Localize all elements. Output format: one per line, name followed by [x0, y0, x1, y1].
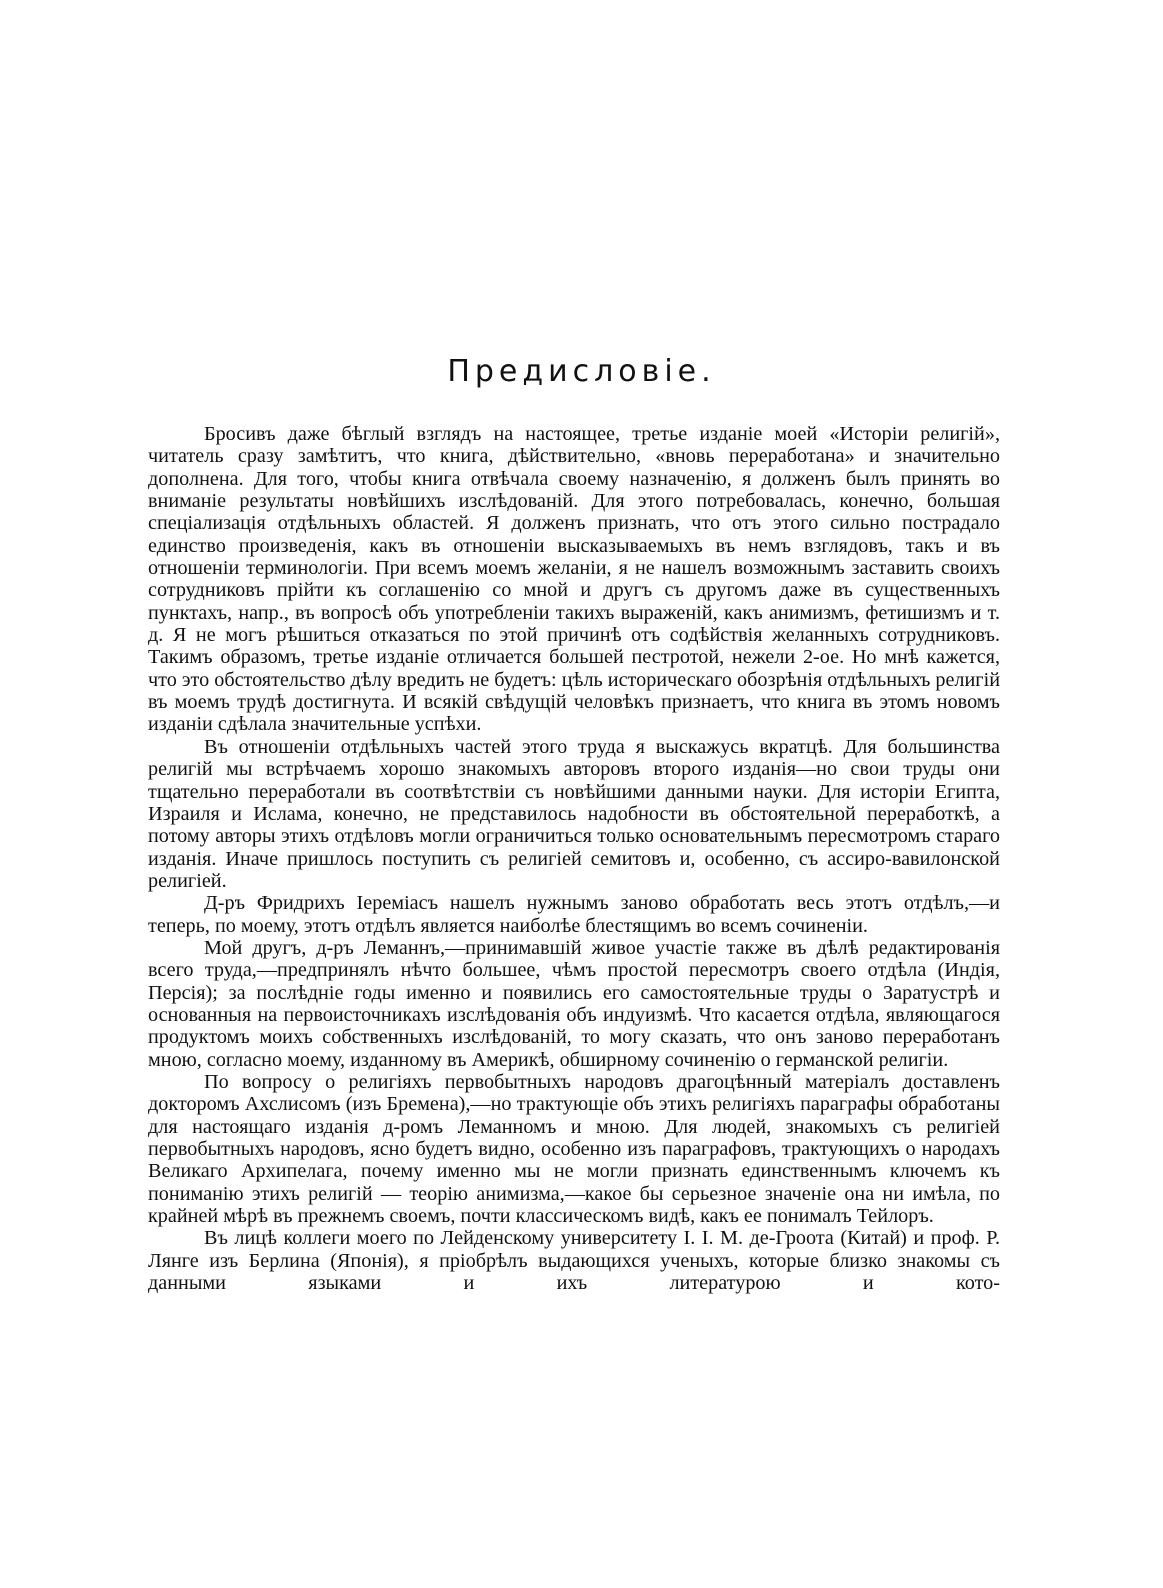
paragraph: Бросивъ даже бѣглый взглядъ на настоящее, третье изданіе моей «Исторіи религій», читатель сразу замѣтитъ, что книга, дѣйствительно, «вновь переработана» и значительно дополнена. Для того, чтобы книга отвѣчала своему назначенію, я долженъ былъ принять во вниманіе результаты новѣйшихъ изслѣдованій. Для этого потребовалась, конечно, большая спеціализація отдѣльныхъ областей. Я долженъ признать, что отъ этого сильно пострадало единство произведенія, какъ въ отношеніи высказываемыхъ въ немъ взглядовъ, такъ и въ отношеніи терминологіи. При всемъ моемъ желаніи, я не нашелъ возможнымъ заставить своихъ сотрудниковъ прійти къ соглашенію со мной и другъ съ другомъ даже въ существенныхъ пунктахъ, напр., въ вопросѣ объ употребленіи такихъ выраженій, какъ анимизмъ, фетишизмъ и т. д. Я не могъ рѣшиться отказаться по этой причинѣ отъ содѣйствія желанныхъ сотрудниковъ. Такимъ образомъ, третье изданіе отличается большей пестротой, нежели 2-ое. Но мнѣ кажется, что это обстоятельство дѣлу вредить не будетъ: цѣль историческаго обозрѣнія отдѣльныхъ религій въ моемъ трудѣ достигнута. И всякій свѣдущій человѣкъ признаетъ, что книга въ этомъ новомъ изданіи сдѣлала значительные успѣхи. — [148, 423, 1000, 736]
paragraph: Въ отношеніи отдѣльныхъ частей этого труда я выскажусь вкратцѣ. Для большинства религій мы встрѣчаемъ хорошо знакомыхъ авторовъ второго изданія—но свои труды они тщательно переработали въ соотвѣтствіи съ новѣйшими данными науки. Для исторіи Египта, Израиля и Ислама, конечно, не представилось надобности въ обстоятельной переработкѣ, а потому авторы этихъ отдѣловъ могли ограничиться только основательнымъ пересмотромъ стараго изданія. Иначе пришлось поступить съ религіей семитовъ и, особенно, съ ассиро-вавилонской религіей. — [148, 735, 1000, 892]
page-title: Предисловіе. — [447, 354, 716, 389]
paragraph: Мой другъ, д-ръ Леманнъ,—принимавшій живое участіе также въ дѣлѣ редактированія всего труда,—предпринялъ нѣчто большее, чѣмъ простой пересмотръ своего отдѣла (Индія, Персія); за послѣдніе годы именно и появились его самостоятельные труды о Заратустрѣ и основанныя на первоисточникахъ изслѣдованія объ индуизмѣ. Что касается отдѣла, являющагося продуктомъ моихъ собственныхъ изслѣдованій, то могу сказать, что онъ заново переработанъ мною, согласно моему, изданному въ Америкѣ, обширному сочиненію о германской религіи. — [148, 936, 1000, 1071]
paragraph: Въ лицѣ коллеги моего по Лейденскому университету І. І. М. де-Гроота (Китай) и проф. Р. Лянге изъ Берлина (Японія), я пріобрѣлъ выдающихся ученыхъ, которые близко знакомы съ данными языками и ихъ литературою и кото- — [148, 1227, 1000, 1295]
body-text — [148, 423, 1000, 1294]
paragraph: По вопросу о религіяхъ первобытныхъ народовъ драгоцѣнный матеріалъ доставленъ докторомъ Ахслисомъ (изъ Бремена),—но трактующіе объ этихъ религіяхъ параграфы обработаны для настоящаго изданія д-ромъ Леманномъ и мною. Для людей, знакомыхъ съ религіей первобытныхъ народовъ, ясно будетъ видно, особенно изъ параграфовъ, трактующихъ о народахъ Великаго Архипелага, почему именно мы не могли признать единственнымъ ключемъ къ пониманію этихъ религій — теорію анимизма,—какое бы серьезное значеніе она ни имѣла, по крайней мѣрѣ въ прежнемъ своемъ, почти классическомъ видѣ, какъ ее понималъ Тейлоръ. — [148, 1070, 1000, 1228]
paragraph: Д-ръ Фридрихъ Іеремiасъ нашелъ нужнымъ заново обработать весь этотъ отдѣлъ,—и теперь, по моему, этотъ отдѣлъ является наиболѣе блестящимъ во всемъ сочиненіи. — [148, 892, 1000, 937]
